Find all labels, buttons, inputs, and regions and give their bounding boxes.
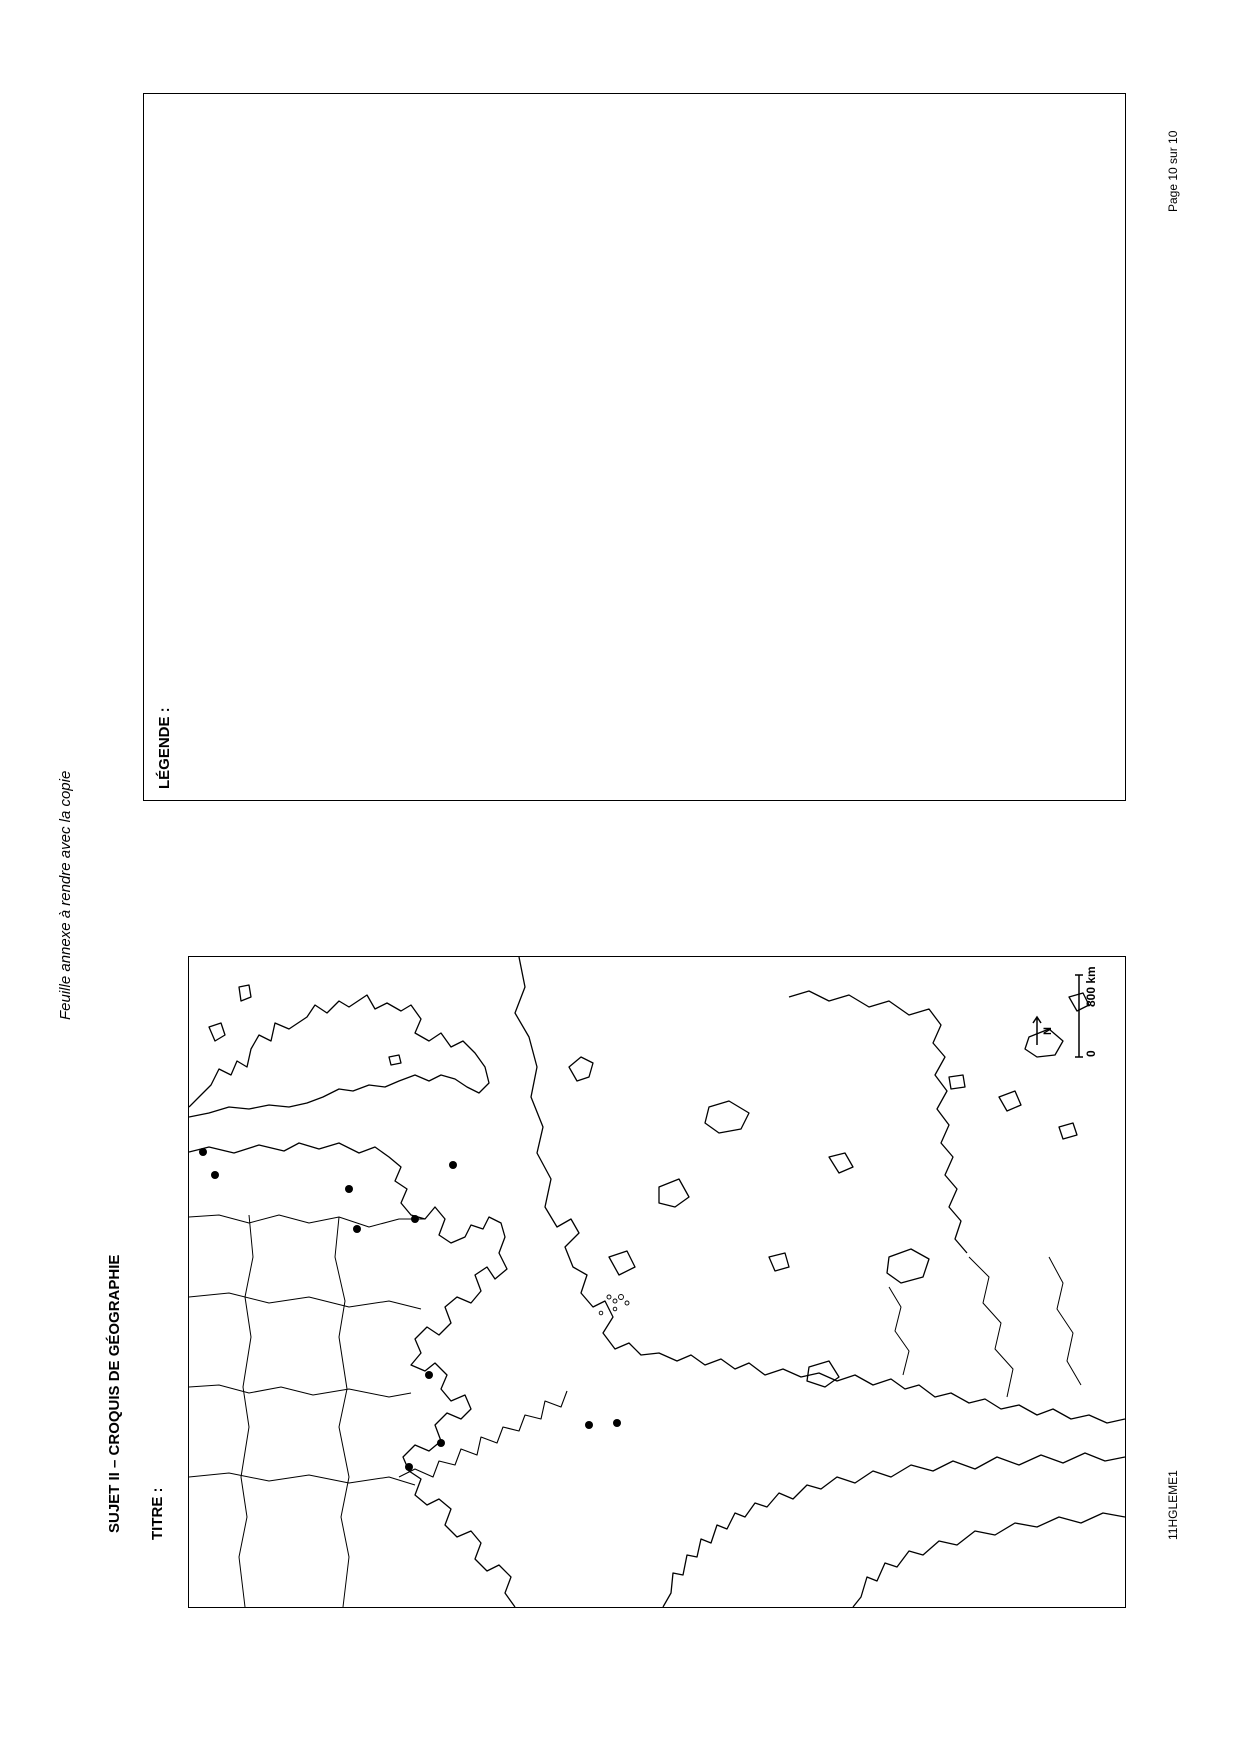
city-dot — [449, 1161, 457, 1169]
legend-box[interactable] — [143, 93, 1126, 801]
north-symbol: N — [1042, 1027, 1054, 1035]
scale-value: 800 km — [1084, 966, 1098, 1007]
page-number: Page 10 sur 10 — [1166, 130, 1180, 212]
blank-map — [189, 957, 1125, 1607]
scale-zero: 0 — [1084, 1050, 1098, 1057]
city-dot — [613, 1419, 621, 1427]
city-dot — [199, 1148, 207, 1156]
border-line — [189, 1473, 415, 1485]
map-frame — [188, 956, 1126, 1608]
scale-bar — [1075, 975, 1083, 1057]
coastline — [789, 991, 967, 1253]
city-dot — [211, 1171, 219, 1179]
coastline — [399, 1391, 567, 1477]
border-line — [189, 1293, 421, 1309]
islet — [613, 1299, 617, 1303]
border-line — [1049, 1257, 1081, 1385]
title-label: TITRE : — [149, 1487, 166, 1540]
document-code: 11HGLEME1 — [1166, 1470, 1180, 1540]
island — [209, 1023, 225, 1041]
city-dot — [345, 1185, 353, 1193]
island — [949, 1075, 965, 1089]
annex-note: Feuille annexe à rendre avec la copie — [57, 770, 74, 1020]
city-dot — [585, 1421, 593, 1429]
border-line — [335, 1217, 349, 1607]
islet — [625, 1301, 629, 1305]
border-line — [189, 1215, 425, 1227]
city-dot — [405, 1463, 413, 1471]
island — [239, 985, 251, 1001]
coastline — [189, 995, 489, 1117]
coastline — [853, 1513, 1125, 1607]
island — [659, 1179, 689, 1207]
border-line — [969, 1257, 1013, 1397]
legend-label: LÉGENDE : — [156, 707, 173, 789]
city-dot — [425, 1371, 433, 1379]
island — [769, 1253, 789, 1271]
lake — [569, 1057, 593, 1081]
island — [887, 1249, 929, 1283]
island — [1059, 1123, 1077, 1139]
islet — [607, 1295, 611, 1299]
north-arrow — [1033, 1017, 1041, 1045]
island — [389, 1055, 401, 1065]
coastline — [515, 957, 1125, 1423]
border-line — [239, 1215, 253, 1607]
islet — [619, 1295, 624, 1300]
city-dot — [437, 1439, 445, 1447]
coastline — [663, 1453, 1125, 1607]
island — [609, 1251, 635, 1275]
city-dot — [353, 1225, 361, 1233]
subject-heading: SUJET II – CROQUIS DE GÉOGRAPHIE — [106, 1254, 123, 1533]
coastline — [189, 1143, 515, 1607]
border-line — [189, 1385, 411, 1397]
border-line — [889, 1287, 909, 1375]
island — [705, 1101, 749, 1133]
island — [999, 1091, 1021, 1111]
islet — [613, 1307, 617, 1311]
island — [829, 1153, 853, 1173]
islet — [599, 1311, 603, 1315]
city-dot — [411, 1215, 419, 1223]
